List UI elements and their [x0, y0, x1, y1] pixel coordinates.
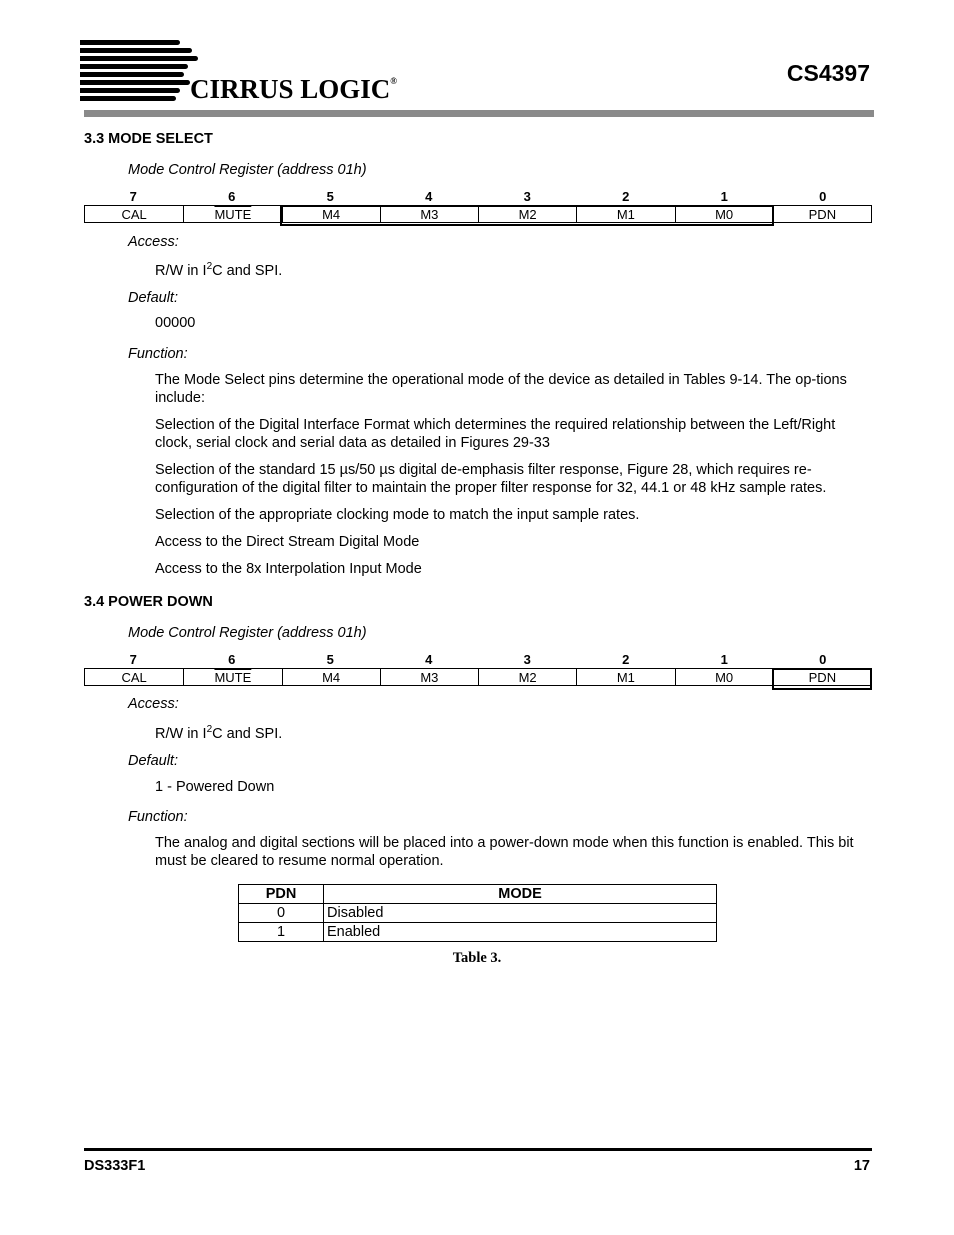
- footer-rule: [84, 1148, 872, 1151]
- function-label: Function:: [128, 809, 188, 825]
- default-label: Default:: [128, 290, 178, 306]
- default-label: Default:: [128, 753, 178, 769]
- table-caption: Table 3.: [452, 950, 502, 966]
- access-value: R/W in $I^2C$ and SPI.: [155, 724, 283, 742]
- header-rule: [84, 110, 874, 117]
- table-3: [238, 884, 717, 942]
- table-row: [239, 923, 717, 942]
- part-number: CS4397: [786, 60, 870, 86]
- table-header-row: [239, 885, 717, 904]
- table-cell: 1: [239, 923, 324, 942]
- table-cell: Enabled: [324, 923, 717, 942]
- register-field: M0: [675, 669, 773, 685]
- bit-number: 1: [720, 652, 728, 667]
- function-paragraph: Selection of the standard 15 µs/50 µs digital de-emphasis filter response, Figure 28, which requires re-configuration of the digital filter to maintain the proper filter response for 32, 44.1 or 48 kHz sample rates.: [155, 462, 827, 496]
- register-field: PDN: [773, 206, 871, 222]
- default-value: 1 - Powered Down: [155, 779, 275, 795]
- cirrus-logo-mark: [80, 38, 200, 104]
- function-paragraph: Access to the Direct Stream Digital Mode: [155, 534, 420, 550]
- register-field: M1: [576, 669, 674, 685]
- section-3-3-heading: 3.3 MODE SELECT: [84, 131, 213, 147]
- register-bit-numbers: [84, 189, 872, 205]
- document-id: DS333F1: [84, 1158, 146, 1174]
- function-paragraph: Selection of the appropriate clocking mode to match the input sample rates.: [155, 507, 640, 523]
- bit-number: 5: [326, 189, 334, 204]
- bit-number: 3: [523, 652, 531, 667]
- register-field: M2: [478, 669, 576, 685]
- register-field: CAL: [121, 670, 147, 685]
- bit-number: 6: [228, 652, 236, 667]
- access-label: Access:: [128, 234, 179, 250]
- bit-number: 6: [228, 189, 236, 204]
- table-cell: 0: [239, 904, 324, 923]
- table-header-cell: MODE: [324, 885, 717, 904]
- field-highlight: [772, 668, 872, 690]
- register-field: M4: [282, 669, 380, 685]
- table-cell: Disabled: [324, 904, 717, 923]
- function-paragraph: Selection of the Digital Interface Format which determines the required relationship between the Left/Right clock, serial clock and serial data as detailed in Figures 29-33: [155, 417, 836, 451]
- function-paragraph: The Mode Select pins determine the operational mode of the device as detailed in Tables 9-14. The op-tions include:: [155, 372, 847, 406]
- field-highlight: [280, 205, 774, 226]
- bit-number: 4: [425, 652, 433, 667]
- register-field: MUTE: [183, 669, 281, 685]
- bit-number: 5: [326, 652, 334, 667]
- register-caption: Mode Control Register (address 01h): [128, 625, 367, 641]
- function-label: Function:: [128, 346, 188, 362]
- register-fields: [84, 668, 872, 686]
- register-field: MUTE: [183, 206, 281, 222]
- register-field: CAL: [121, 207, 147, 222]
- bit-number: 0: [819, 189, 827, 204]
- function-paragraph: The analog and digital sections will be placed into a power-down mode when this function is enabled. This bit must be cleared to resume normal operation.: [155, 835, 854, 869]
- register-field: PDN: [773, 669, 871, 685]
- register-field: M0: [675, 206, 773, 222]
- register-field: M2: [478, 206, 576, 222]
- page-number: 17: [853, 1158, 870, 1174]
- function-paragraph: Access to the 8x Interpolation Input Mode: [155, 561, 422, 577]
- register-bit-numbers: [84, 652, 872, 668]
- access-label: Access:: [128, 696, 179, 712]
- bit-number: 1: [720, 189, 728, 204]
- bit-number: 4: [425, 189, 433, 204]
- bit-number: 7: [129, 189, 137, 204]
- cirrus-logo-text: CIRRUS LOGIC®: [190, 74, 398, 104]
- default-value: 00000: [155, 315, 196, 331]
- access-value: R/W in $I^2C$ and SPI.: [155, 261, 283, 279]
- register-field: M3: [380, 206, 478, 222]
- bit-number: 7: [129, 652, 137, 667]
- section-3-4-heading: 3.4 POWER DOWN: [84, 594, 213, 610]
- table-row: [239, 904, 717, 923]
- bit-number: 2: [622, 652, 630, 667]
- bit-number: 2: [622, 189, 630, 204]
- register-diagram-power-down: [84, 652, 872, 686]
- bit-number: 3: [523, 189, 531, 204]
- register-field: M1: [576, 206, 674, 222]
- table-header-cell: PDN: [239, 885, 324, 904]
- register-caption: Mode Control Register (address 01h): [128, 162, 367, 178]
- register-field: M4: [282, 206, 380, 222]
- bit-number: 0: [819, 652, 827, 667]
- register-field: M3: [380, 669, 478, 685]
